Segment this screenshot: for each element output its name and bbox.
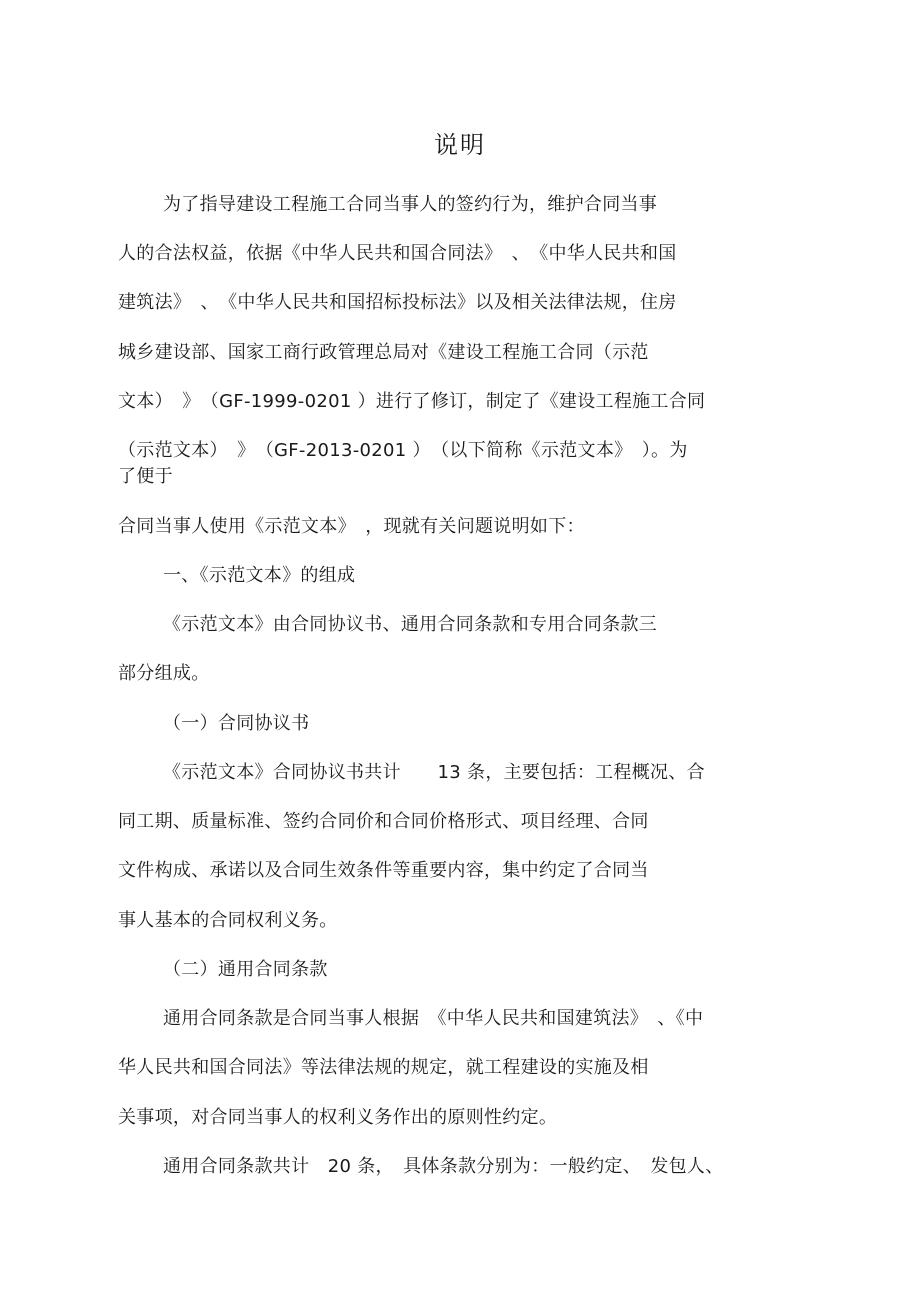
paragraph-line: 为了指导建设工程施工合同当事人的签约行为，维护合同当事: [163, 194, 658, 215]
paragraph-line: 华人民共和国合同法》等法律法规的规定，就工程建设的实施及相: [118, 1057, 649, 1078]
paragraph-line: 《示范文本》合同协议书共计 13 条，主要包括：工程概况、合: [163, 762, 705, 783]
paragraph-line: 文件构成、承诺以及合同生效条件等重要内容，集中约定了合同当: [118, 860, 649, 881]
paragraph-line: 文本） 》 （GF-1999-0201 ）进行了修订，制定了《建设工程施工合同: [118, 391, 706, 412]
paragraph-line: 《示范文本》由合同协议书、通用合同条款和专用合同条款三: [163, 614, 658, 635]
paragraph-line: 城乡建设部、国家工商行政管理总局对《建设工程施工合同（示范: [118, 342, 649, 363]
paragraph-line: 了便于: [118, 466, 173, 487]
document-title: 说明: [434, 131, 486, 159]
paragraph-line: 事人基本的合同权利义务。: [118, 910, 338, 931]
paragraph-line: 建筑法》 、 《中华人民共和国招标投标法》以及相关法律法规，住房: [118, 292, 677, 313]
paragraph-line: 合同当事人使用《示范文本》 ，现就有关问题说明如下：: [118, 516, 585, 537]
paragraph-line: 通用合同条款共计 20 条， 具体条款分别为：一般约定、 发包人、: [163, 1156, 724, 1177]
section-heading: 一、《示范文本》的组成: [163, 565, 356, 586]
paragraph-line: 同工期、质量标准、签约合同价和合同价格形式、项目经理、合同: [118, 811, 649, 832]
paragraph-line: 关事项，对合同当事人的权利义务作出的原则性约定。: [118, 1107, 558, 1128]
subsection-heading: （二）通用合同条款: [163, 959, 328, 980]
subsection-heading: （一）合同协议书: [163, 713, 310, 734]
paragraph-line: 人的合法权益，依据《中华人民共和国合同法》 、 《中华人民共和国: [118, 243, 677, 264]
paragraph-line: 部分组成。: [118, 663, 210, 684]
paragraph-line: 通用合同条款是合同当事人根据 《中华人民共和国建筑法》 、《中: [163, 1008, 704, 1029]
paragraph-line: （示范文本） 》 （GF-2013-0201 ） （以下简称《示范文本》 ）。为: [118, 440, 688, 461]
